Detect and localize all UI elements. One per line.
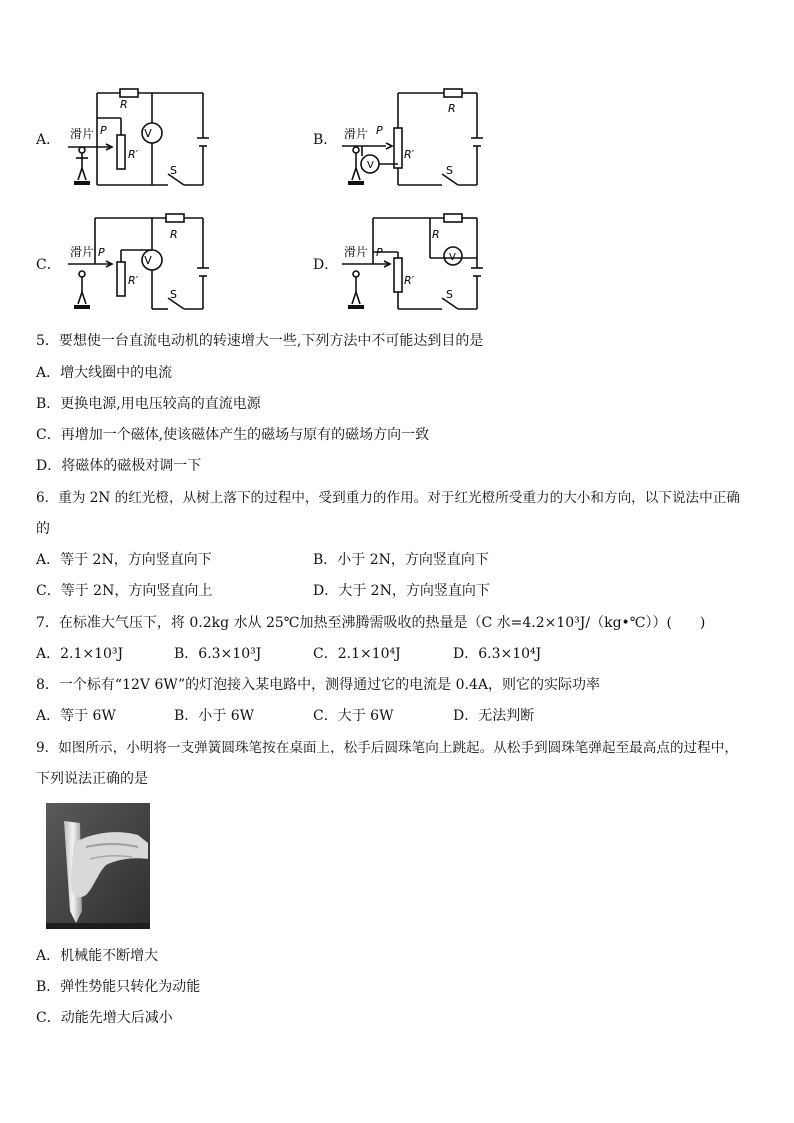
question-5-option-d: D．将磁体的磁极对调一下	[36, 458, 202, 474]
svg-text:R: R	[448, 102, 456, 115]
option-a-label: A．	[36, 132, 61, 148]
question-6-option-b: B．小于 2N，方向竖直向下	[313, 552, 489, 568]
svg-text:滑片: 滑片	[70, 245, 95, 259]
question-5-option-c: C．再增加一个磁体,使该磁体产生的磁场与原有的磁场方向一致	[36, 427, 430, 443]
resistor-r	[120, 89, 138, 97]
question-8-option-b: B．小于 6W	[174, 708, 255, 724]
svg-text:R′: R′	[128, 274, 139, 287]
question-7-option-d: D．6.3×10⁴J	[453, 646, 542, 662]
pen-photo	[46, 803, 150, 929]
svg-text:滑片: 滑片	[344, 127, 369, 141]
question-6-option-a: A．等于 2N，方向竖直向下	[36, 552, 212, 568]
svg-text:V: V	[367, 160, 374, 171]
svg-text:R: R	[120, 98, 128, 111]
option-c-label: C．	[36, 257, 61, 273]
svg-text:S: S	[446, 164, 453, 177]
question-5-option-a: A．增大线圈中的电流	[36, 365, 173, 381]
svg-text:S: S	[170, 164, 177, 177]
voltmeter-v: V	[144, 127, 152, 140]
svg-text:R′: R′	[404, 274, 415, 287]
question-7-option-a: A．2.1×10³J	[36, 646, 124, 662]
question-9-option-a: A．机械能不断增大	[36, 948, 159, 964]
svg-text:S: S	[170, 288, 177, 301]
question-7-option-b: B．6.3×10³J	[174, 646, 262, 662]
question-5-stem: 5．要想使一台直流电动机的转速增大一些,下列方法中不可能达到目的是	[36, 333, 484, 349]
circuit-diagram-d	[340, 212, 490, 316]
svg-text:P: P	[98, 246, 105, 259]
question-9-option-c: C．动能先增大后减小	[36, 1010, 173, 1026]
question-6-stem: 6．重为 2N 的红光橙，从树上落下的过程中，受到重力的作用。对于红光橙所受重力的大小和方向，以下说法中正确	[36, 490, 740, 506]
svg-text:R: R	[170, 228, 178, 241]
svg-text:V: V	[144, 254, 152, 267]
question-8-option-d: D．无法判断	[453, 708, 535, 724]
circuit-diagram-a	[66, 88, 216, 192]
question-8-option-a: A．等于 6W	[36, 708, 116, 724]
question-7-option-c: C．2.1×10⁴J	[313, 646, 401, 662]
svg-text:S: S	[446, 288, 453, 301]
slider-label: 滑片	[70, 127, 95, 141]
rheostat	[117, 135, 125, 169]
question-9-option-b: B．弹性势能只转化为动能	[36, 979, 201, 995]
svg-text:P: P	[100, 124, 107, 137]
question-5-option-b: B．更换电源,用电压较高的直流电源	[36, 396, 261, 412]
question-9-stem-cont: 下列说法正确的是	[36, 771, 148, 787]
question-9-stem: 9．如图所示，小明将一支弹簧圆珠笔按在桌面上，松手后圆珠笔向上跳起。从松手到圆珠笔弹起至最高点的过程中，	[36, 740, 738, 756]
circuit-diagram-b	[340, 88, 490, 192]
svg-text:滑片: 滑片	[344, 245, 369, 259]
question-6-option-d: D．大于 2N，方向竖直向下	[313, 583, 490, 599]
option-b-label: B．	[313, 132, 338, 148]
question-7-stem: 7．在标准大气压下，将 0.2kg 水从 25℃加热至沸腾需吸收的热量是（C 水=4.2×10³J/（kg•℃））( )	[36, 615, 706, 631]
question-6-stem-cont: 的	[36, 521, 50, 537]
circuit-diagram-c	[66, 212, 216, 316]
svg-text:P: P	[376, 124, 383, 137]
question-6-option-c: C．等于 2N，方向竖直向上	[36, 583, 213, 599]
question-8-option-c: C．大于 6W	[313, 708, 394, 724]
option-d-label: D．	[313, 257, 339, 273]
question-8-stem: 8．一个标有“12V 6W”的灯泡接入某电路中，测得通过它的电流是 0.4A，则它的实际功率	[36, 677, 600, 693]
svg-text:V: V	[449, 252, 456, 263]
svg-text:R′: R′	[404, 148, 415, 161]
svg-text:P: P	[376, 246, 383, 259]
svg-text:R: R	[432, 228, 440, 241]
svg-text:R′: R′	[128, 148, 139, 161]
